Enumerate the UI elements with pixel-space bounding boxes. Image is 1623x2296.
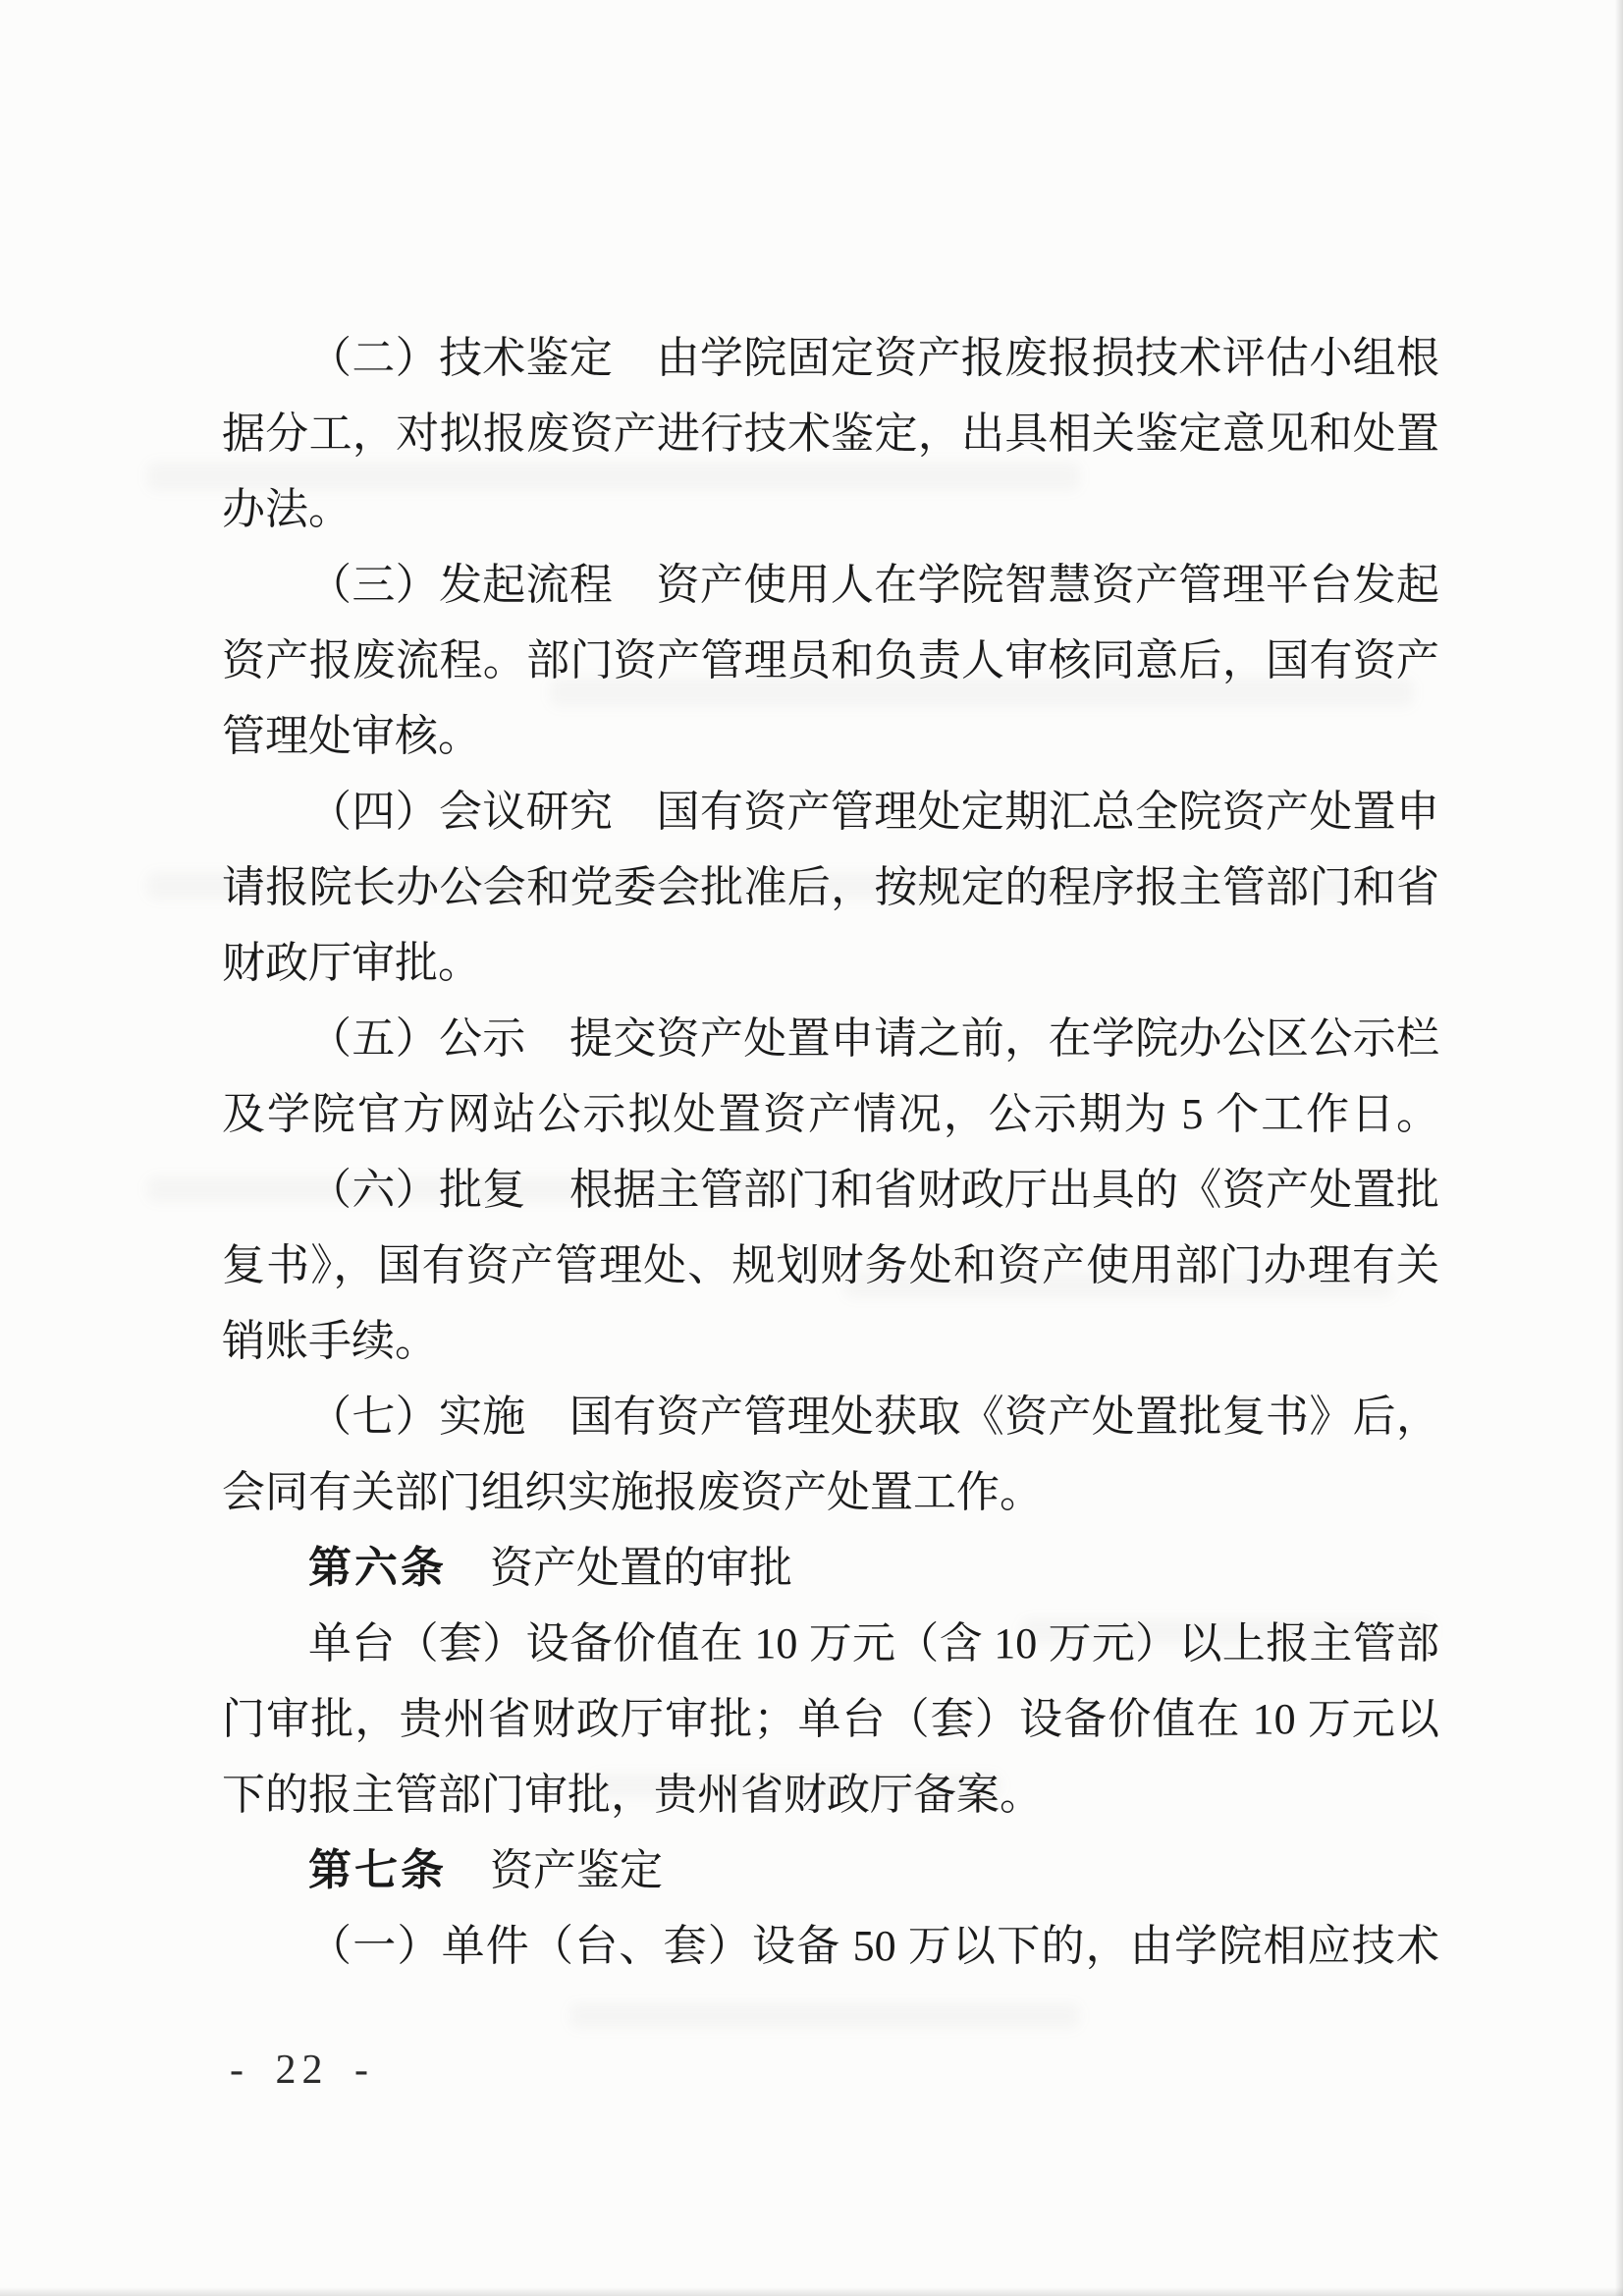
text-line: （六）批复 根据主管部门和省财政厅出具的《资产处置批 [308,1166,1439,1214]
text-line: 销账手续。 [222,1317,438,1365]
text-line: 复书》，国有资产管理处、规划财务处和资产使用部门办理有关 [222,1241,1439,1289]
text-line: 资产报废流程。部门资产管理员和负责人审核同意后，国有资产 [222,636,1439,684]
text-line: 据分工，对拟报废资产进行技术鉴定，出具相关鉴定意见和处置 [222,410,1439,458]
text-line: 下的报主管部门审批，贵州省财政厅备案。 [222,1771,1043,1819]
text-line: 会同有关部门组织实施报废资产处置工作。 [222,1468,1043,1516]
article-title: 资产鉴定 [447,1846,663,1894]
text-line: （七）实施 国有资产管理处获取《资产处置批复书》后， [308,1393,1439,1441]
text-line: 请报院长办公会和党委会批准后，按规定的程序报主管部门和省 [222,863,1439,911]
scan-edge-bottom [0,2287,1623,2296]
scan-smudge [569,2003,1080,2029]
text-line: （五）公示 提交资产处置申请之前，在学院办公区公示栏 [308,1014,1439,1063]
article-title: 资产处置的审批 [447,1544,792,1592]
article-6-heading [222,1530,1439,1606]
text-line: （四）会议研究 国有资产管理处定期汇总全院资产处置申 [308,788,1439,836]
text-line: （三）发起流程 资产使用人在学院智慧资产管理平台发起 [308,561,1439,609]
text-line: 管理处审核。 [222,712,481,760]
text-line: 门审批，贵州省财政厅审批；单台（套）设备价值在 10 万元以 [222,1695,1439,1743]
article-number: 第七条 [308,1846,447,1894]
scan-edge-right [1615,0,1623,2296]
text-line: 及学院官方网站公示拟处置资产情况，公示期为 5 个工作日。 [222,1090,1439,1138]
text-line: 财政厅审批。 [222,939,481,987]
document-body [222,320,1439,1984]
article-number: 第六条 [308,1544,447,1592]
text-line: 单台（套）设备价值在 10 万元（含 10 万元）以上报主管部 [308,1619,1439,1667]
page-number: - 22 - [230,2048,374,2093]
article-7-heading [222,1832,1439,1908]
text-line: 办法。 [222,485,352,533]
text-line: （一）单件（台、套）设备 50 万以下的，由学院相应技术 [308,1922,1439,1970]
text-line: （二）技术鉴定 由学院固定资产报废报损技术评估小组根 [308,334,1439,382]
